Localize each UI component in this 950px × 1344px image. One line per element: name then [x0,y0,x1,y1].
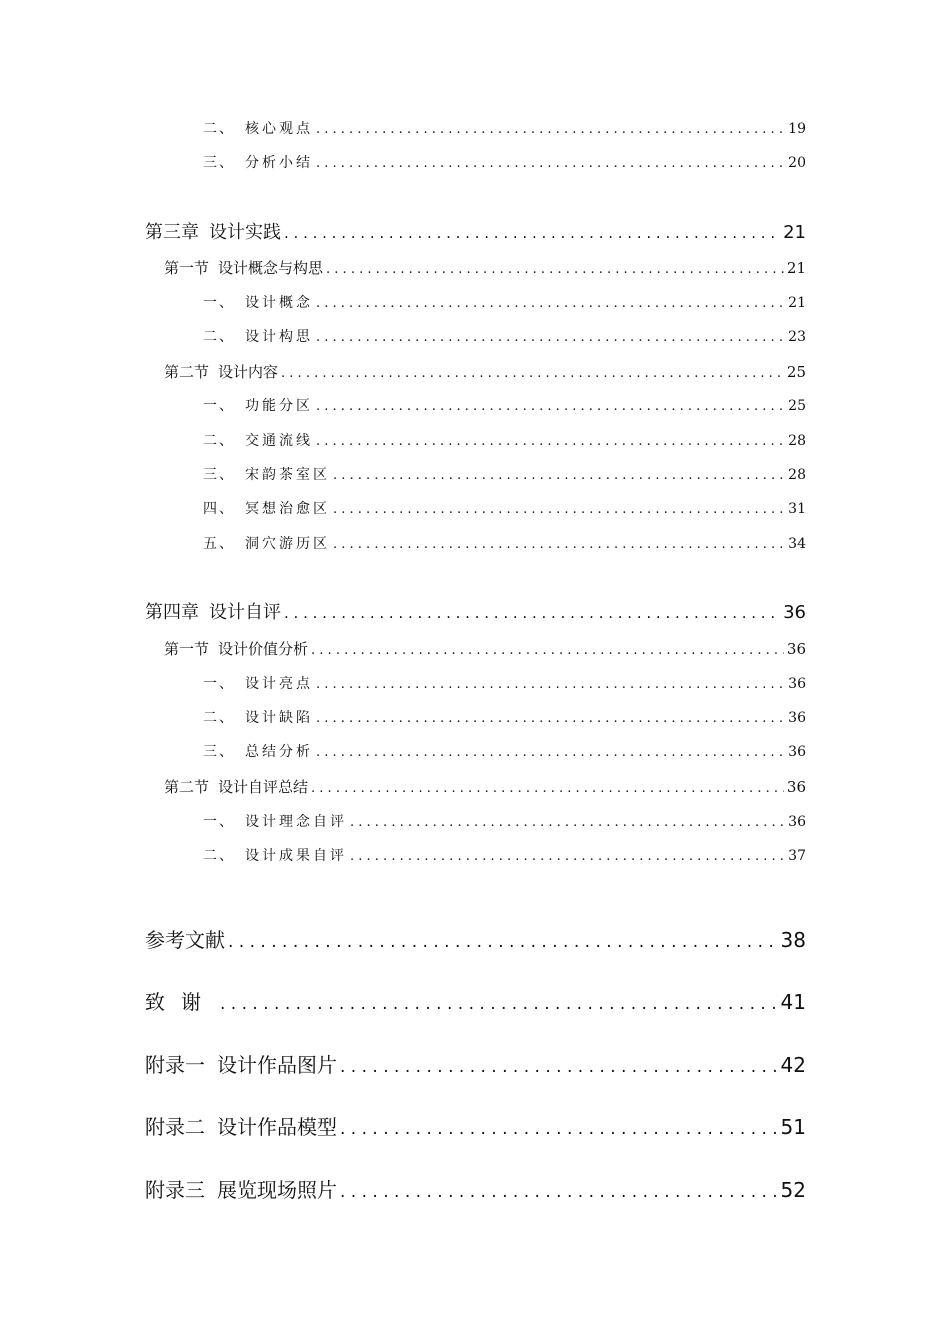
dot-leader [316,746,785,759]
toc-entry-page: 28 [788,467,806,483]
toc-entry-title: 设计概念 [245,295,313,311]
dot-leader [340,1121,778,1138]
dot-leader [284,226,780,241]
toc-entry-title: 设计作品图片 [217,1053,337,1077]
toc-entry-number: 第一节 [164,640,210,658]
dot-leader [316,678,785,691]
toc-entry-title: 分析小结 [245,155,313,171]
toc-entry-title: 总结分析 [245,744,313,760]
toc-section-entry[interactable] [145,780,806,795]
toc-entry-page: 21 [786,259,806,277]
dot-leader [316,331,785,344]
toc-chapter-entry[interactable] [145,604,806,622]
toc-entry[interactable] [145,815,806,829]
toc-entry-number: 二、 [203,848,235,864]
toc-entry-title: 功能分区 [245,398,313,414]
dot-leader [228,934,778,951]
toc-entry-number: 一、 [203,295,235,311]
toc-endmatter-entry[interactable] [145,992,806,1013]
toc-entry-title: 设计价值分析 [218,640,309,658]
dot-leader [281,367,784,380]
toc-entry-page: 36 [783,602,806,623]
toc-entry-page: 36 [788,676,806,692]
toc-entry-page: 38 [780,928,806,952]
toc-entry-number: 一、 [203,814,235,830]
dot-leader [311,782,784,795]
toc-entry[interactable] [145,849,806,863]
toc-section-entry[interactable] [145,261,806,276]
toc-entry-page: 37 [788,848,806,864]
toc-entry-page: 51 [780,1115,806,1139]
toc-entry-title: 设计理念自评 [245,814,347,830]
toc-appendix-entry[interactable] [145,1117,806,1138]
toc-entry-page: 25 [786,363,806,381]
dot-leader [350,850,785,863]
toc-entry-page: 20 [788,155,806,171]
toc-entry[interactable] [145,330,806,344]
dot-leader [316,435,785,448]
dot-leader [333,469,785,482]
dot-leader [311,644,784,657]
toc-entry[interactable] [145,122,806,136]
toc-entry-page: 52 [780,1178,806,1202]
toc-entry-title: 核心观点 [245,121,313,137]
dot-leader [333,503,785,516]
toc-entry[interactable] [145,502,806,516]
toc-entry-page: 25 [788,398,806,414]
dot-leader [316,400,785,413]
toc-entry-number: 三、 [203,467,235,483]
toc-entry[interactable] [145,537,806,551]
toc-entry-page: 36 [788,814,806,830]
toc-entry-page: 21 [788,295,806,311]
toc-entry-page: 23 [788,329,806,345]
dot-leader [340,1184,778,1201]
toc-entry-page: 31 [788,501,806,517]
toc-entry-page: 19 [788,121,806,137]
toc-entry[interactable] [145,677,806,691]
toc-entry-number: 三、 [203,744,235,760]
dot-leader [316,712,785,725]
toc-entry-title: 冥想治愈区 [245,501,330,517]
toc-chapter-entry[interactable] [145,224,806,242]
toc-entry-number: 二、 [203,329,235,345]
toc-entry-title: 交通流线 [245,433,313,449]
toc-entry-title: 设计自评 [209,602,281,623]
toc-entry-title: 洞穴游历区 [245,536,330,552]
toc-entry-number: 附录三 [145,1178,205,1202]
toc-entry-page: 42 [780,1053,806,1077]
toc-entry-number: 一、 [203,398,235,414]
toc-entry[interactable] [145,156,806,170]
toc-entry-number: 一、 [203,676,235,692]
toc-entry-number: 二、 [203,121,235,137]
toc-endmatter-entry[interactable] [145,930,806,951]
toc-entry[interactable] [145,296,806,310]
dot-leader [350,816,785,829]
toc-entry-number: 第二节 [164,778,210,796]
toc-section-entry[interactable] [145,365,806,380]
toc-entry-title: 设计成果自评 [245,848,347,864]
toc-entry-number: 附录一 [145,1053,205,1077]
toc-entry-title: 参考文献 [145,928,225,952]
toc-entry-number: 第二节 [164,363,210,381]
toc-entry-page: 36 [786,640,806,658]
dot-leader [326,263,784,276]
toc-appendix-entry[interactable] [145,1180,806,1201]
toc-entry[interactable] [145,434,806,448]
toc-entry-title: 设计概念与构思 [218,259,324,277]
toc-entry-title: 设计自评总结 [218,778,309,796]
toc-entry[interactable] [145,745,806,759]
toc-section-entry[interactable] [145,642,806,657]
toc-entry-number: 第一节 [164,259,210,277]
toc-entry-page: 41 [780,990,806,1014]
toc-entry-title: 设计缺陷 [245,710,313,726]
toc-entry-number: 四、 [203,501,235,517]
toc-entry-title: 设计内容 [218,363,279,381]
toc-entry-number: 二、 [203,710,235,726]
dot-leader [340,1059,778,1076]
toc-entry-number: 二、 [203,433,235,449]
toc-entry-page: 36 [788,710,806,726]
dot-leader [316,157,785,170]
toc-entry-title: 设计实践 [209,222,281,243]
dot-leader [220,996,778,1013]
toc-entry-title: 设计亮点 [245,676,313,692]
dot-leader [333,538,785,551]
toc-entry-number: 三、 [203,155,235,171]
toc-entry-title: 致谢 [145,990,217,1014]
dot-leader [284,606,780,621]
toc-entry[interactable] [145,711,806,725]
toc-entry[interactable] [145,468,806,482]
toc-entry-title: 设计构思 [245,329,313,345]
toc-entry-page: 34 [788,536,806,552]
toc-entry-number: 第四章 [145,602,199,623]
toc-entry-number: 附录二 [145,1115,205,1139]
toc-entry-number: 五、 [203,536,235,552]
toc-entry-number: 第三章 [145,222,199,243]
toc-entry-page: 36 [786,778,806,796]
toc-entry[interactable] [145,399,806,413]
toc-appendix-entry[interactable] [145,1055,806,1076]
toc-entry-title: 宋韵茶室区 [245,467,330,483]
dot-leader [316,123,785,136]
dot-leader [316,297,785,310]
toc-entry-title: 展览现场照片 [217,1178,337,1202]
toc-entry-title: 设计作品模型 [217,1115,337,1139]
toc-entry-page: 21 [783,222,806,243]
toc-entry-page: 28 [788,433,806,449]
toc-entry-page: 36 [788,744,806,760]
